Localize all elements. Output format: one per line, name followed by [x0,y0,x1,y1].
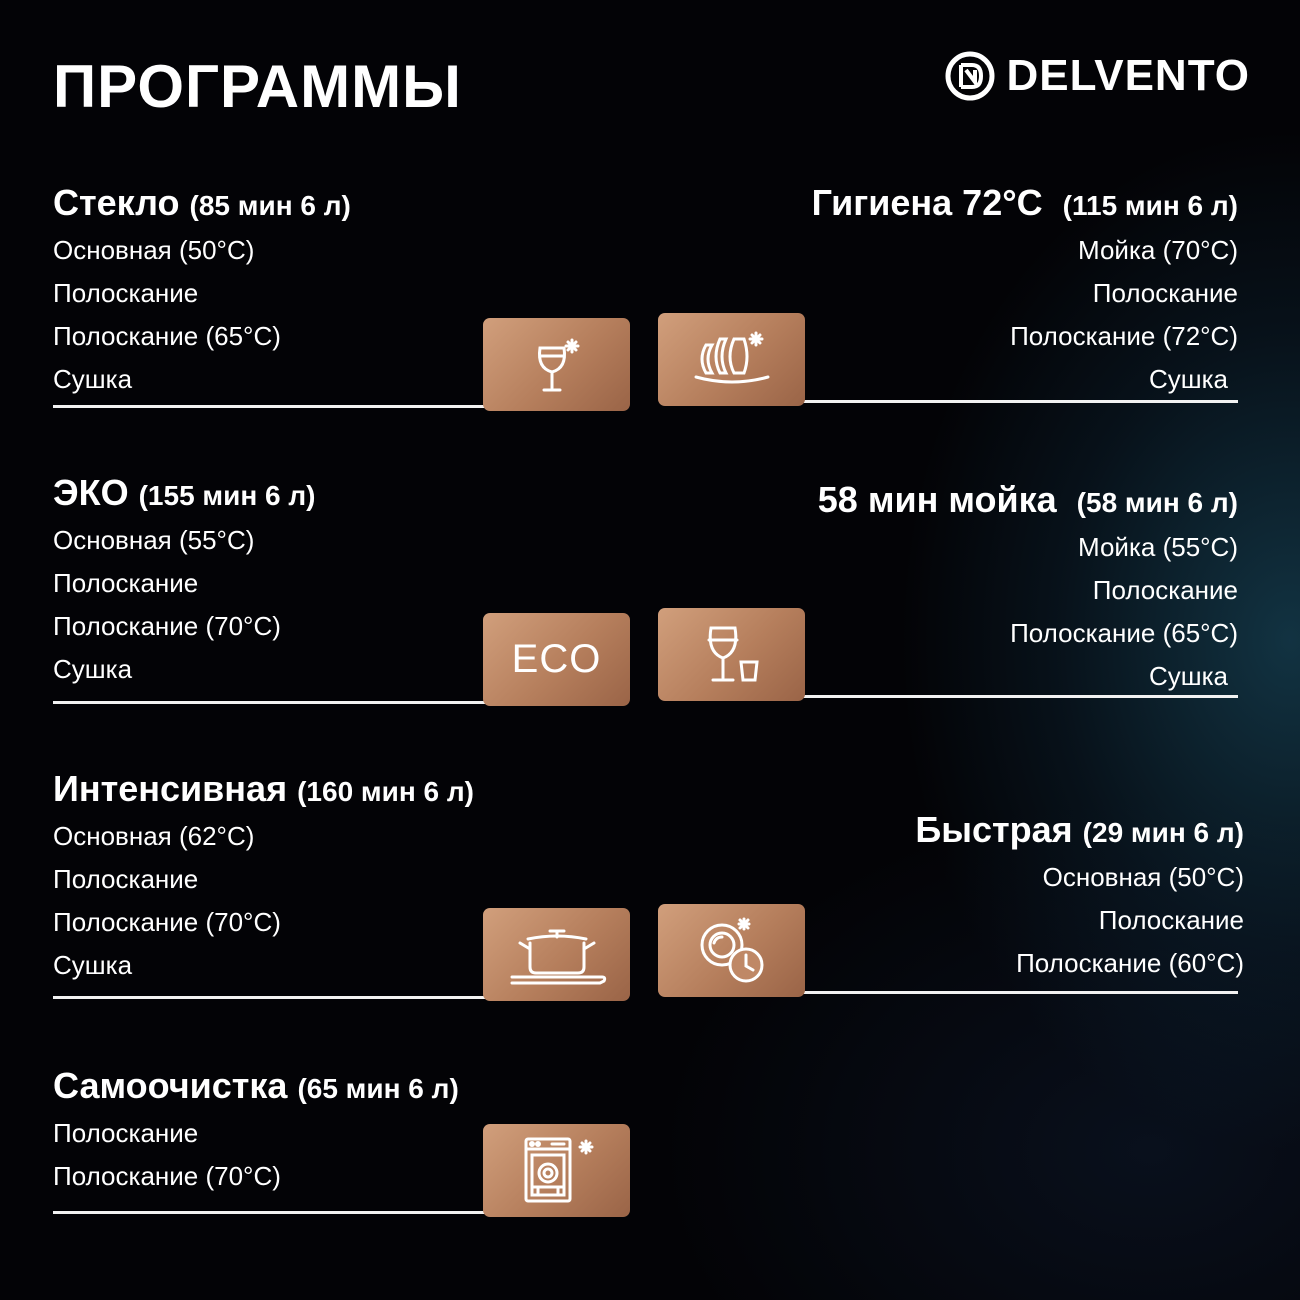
program-quick-badge [658,904,805,997]
divider [53,996,493,999]
divider [795,400,1238,403]
divider [53,1211,493,1214]
program-step: Полоскание (70°С) [53,907,281,937]
pot-icon [502,919,612,991]
program-step: Полоскание [1098,905,1244,935]
program-step: Основная (50°С) [1042,862,1244,892]
program-quick [915,807,1244,985]
divider [53,405,493,408]
program-step: Основная (62°С) [53,821,255,851]
program-hygiene [812,180,1238,401]
plates-sparkle-icon [690,325,774,395]
program-step: Полоскание (70°С) [53,611,281,641]
program-name: Интенсивная [53,768,288,809]
program-meta: (85 мин 6 л) [189,190,351,221]
program-selfclean-badge [483,1124,630,1217]
program-step: Сушка [1148,661,1228,691]
delvento-logo-icon [944,50,996,102]
program-meta: (160 мин 6 л) [297,776,474,807]
program-step: Полоскание (65°С) [53,321,281,351]
program-step: Сушка [53,654,133,684]
program-name: Быстрая [915,809,1073,850]
program-step: Полоскание [53,1118,199,1148]
program-intensive [53,766,474,987]
page-title: ПРОГРАММЫ [53,53,462,120]
wine-glass-sparkle-icon [522,330,592,400]
program-glass [53,180,351,401]
program-step: Мойка (70°С) [1078,235,1238,265]
divider [795,695,1238,698]
program-meta: (58 мин 6 л) [1076,487,1238,518]
brand-logo [944,50,1250,102]
program-step: Полоскание (70°С) [53,1161,281,1191]
program-name: Гигиена 72°С [811,182,1043,223]
program-step: Полоскание (60°С) [1016,948,1244,978]
program-step: Полоскание [1092,278,1238,308]
program-58min-badge [658,608,805,701]
divider [795,991,1238,994]
program-58min [818,477,1238,698]
program-selfclean [53,1063,459,1198]
plate-clock-icon [694,913,770,989]
glass-cup-icon [697,620,767,690]
program-meta: (155 мин 6 л) [138,480,316,511]
program-step: Полоскание [1092,575,1238,605]
program-hygiene-badge [658,313,805,406]
program-meta: (115 мин 6 л) [1062,190,1238,221]
program-step: Полоскание (65°С) [1010,618,1238,648]
program-step: Основная (55°С) [53,525,255,555]
program-meta: (29 мин 6 л) [1082,817,1244,848]
dishwasher-sparkle-icon [512,1133,602,1209]
program-name: ЭКО [53,472,129,513]
program-intensive-badge [483,908,630,1001]
program-step: Мойка (55°С) [1078,532,1238,562]
program-step: Сушка [53,364,133,394]
program-name: Стекло [53,182,180,223]
program-eco-badge [483,613,630,706]
program-name: 58 мин мойка [817,479,1057,520]
brand-name: DELVENTO [1006,51,1250,100]
program-meta: (65 мин 6 л) [297,1073,459,1104]
eco-icon: ECO [511,637,602,681]
program-step: Сушка [1148,364,1228,394]
program-step: Сушка [53,950,133,980]
divider [53,701,493,704]
program-eco [53,470,316,691]
program-glass-badge [483,318,630,411]
program-step: Полоскание [53,864,199,894]
program-step: Основная (50°С) [53,235,255,265]
program-step: Полоскание (72°С) [1010,321,1238,351]
program-name: Самоочистка [53,1065,288,1106]
program-step: Полоскание [53,278,199,308]
program-step: Полоскание [53,568,199,598]
